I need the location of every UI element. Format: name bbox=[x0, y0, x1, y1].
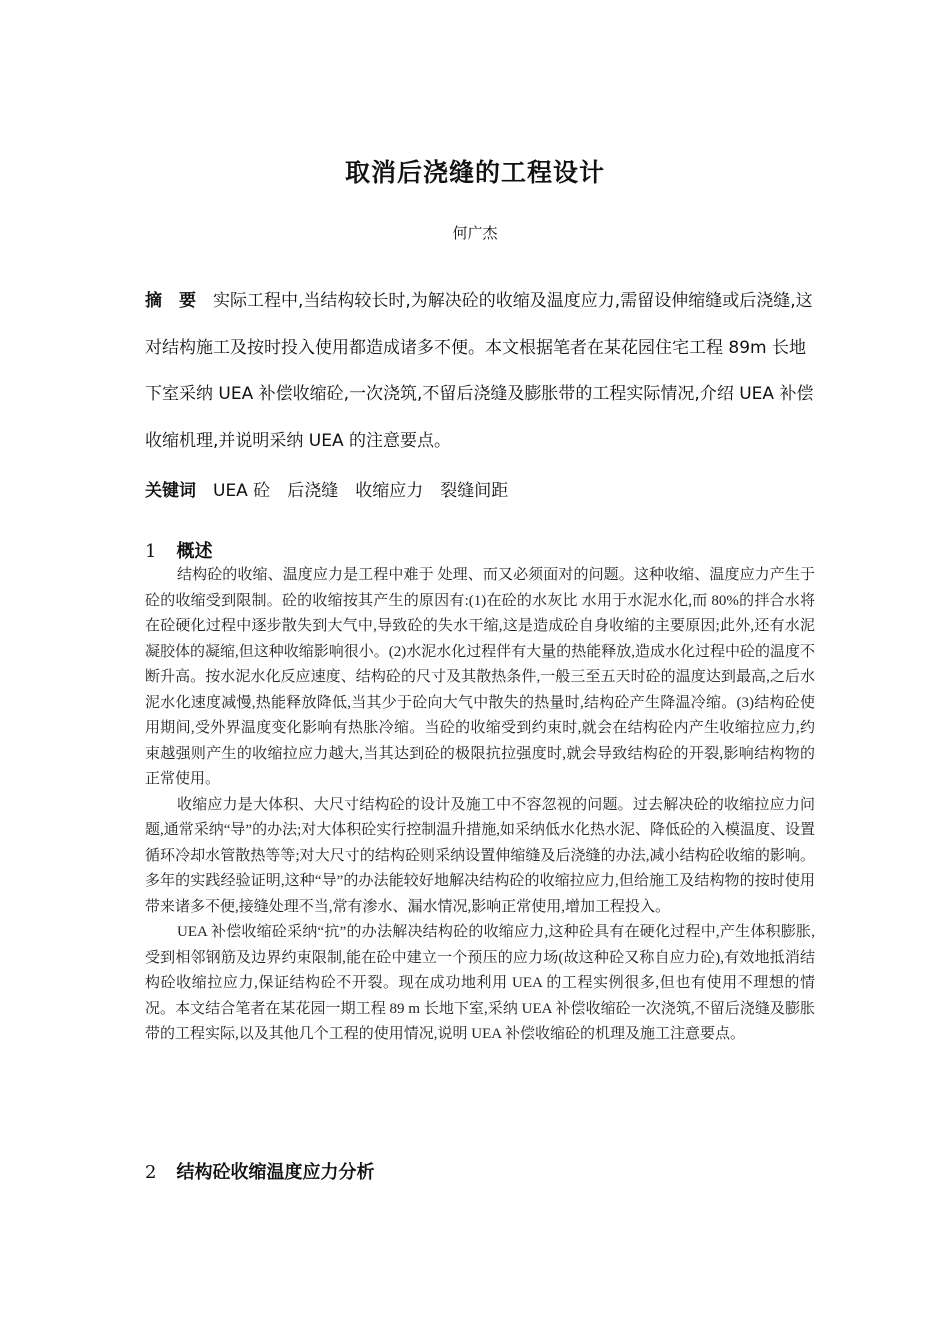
paragraph: 收缩应力是大体积、大尺寸结构砼的设计及施工中不容忽视的问题。过去解决砼的收缩拉应力问题,通常采纳“导”的办法;对大体积砼实行控制温升措施,如采纳低水化热水泥、降低砼的入模温度、设置循环冷却水管散热等等;对大尺寸的结构砼则采纳设置伸缩缝及后浇缝的办法,减小结构砼收缩的影响。多年的实践经验证明,这种“导”的办法能较好地解决结构砼的收缩拉应力,但给施工及结构物的按时使用带来诸多不便,接缝处理不当,常有渗水、漏水情况,影响正常使用,增加工程投入。 bbox=[145, 796, 815, 915]
author-name: 何广杰 bbox=[452, 224, 498, 242]
paragraph: 结构砼的收缩、温度应力是工程中难于 处理、而又必须面对的问题。这种收缩、温度应力产生于砼的收缩受到限制。砼的收缩按其产生的原因有:(1)在砼的水灰比 水用于水泥水化,而 80%的拌合水将在砼硬化过程中逐步散失到大气中,导致砼的失水干缩,这是造成砼自身收缩的主要原因;此外,还有水泥凝胶体的凝缩,但这种收缩影响很小。(2)水泥水化过程伴有大量的热能释放,造成水化过程中砼的温度不断升高。按水泥水化反应速度、结构砼的尺寸及其散热条件,一般三至五天时砼的温度达到最高,之后水泥水化速度减慢,热能释放降低,当其少于砼向大气中散失的热量时,结构砼产生降温冷缩。(3)结构砼使用期间,受外界温度变化影响有热胀冷缩。当砼的收缩受到约束时,就会在结构砼内产生收缩拉应力,约束越强则产生的收缩拉应力越大,当其达到砼的极限抗拉强度时,就会导致结构砼的开裂,影响结构物的正常使用。 bbox=[145, 567, 815, 787]
document-title: 取消后浇缝的工程设计 bbox=[344, 158, 605, 187]
abstract bbox=[145, 278, 815, 464]
paragraph: UEA 补偿收缩砼采纳“抗”的办法解决结构砼的收缩应力,这种砼具有在硬化过程中,产生体积膨胀,受到相邻钢筋及边界约束限制,能在砼中建立一个预压的应力场(故这种砼又称自应力砼),有效地抵消结构砼收缩拉应力,保证结构砼不开裂。现在成功地利用 UEA 的工程实例很多,但也有使用不理想的情况。本文结合笔者在某花园一期工程 89 m 长地下室,采纳 UEA 补偿收缩砼一次浇筑,不留后浇缝及膨胀带的工程实际,以及其他几个工程的使用情况,说明 UEA 补偿收缩砼的机理及施工注意要点。 bbox=[145, 924, 815, 1042]
section-2-heading bbox=[145, 1158, 374, 1184]
section-1-body bbox=[145, 563, 815, 1048]
section-2-number: 2 bbox=[145, 1162, 157, 1183]
abstract-text: 实际工程中,当结构较长时,为解决砼的收缩及温度应力,需留设伸缩缝或后浇缝,这对结构施工及按时投入使用都造成诸多不便。本文根据笔者在某花园住宅工程 89m 长地下室采纳 UEA 补偿收缩砼,一次浇筑,不留后浇缝及膨胀带的工程实际情况,介绍 UEA 补偿收缩机理,并说明采纳 UEA 的注意要点。 bbox=[145, 291, 814, 451]
section-1-title: 概述 bbox=[176, 541, 213, 562]
section-1-number: 1 bbox=[145, 541, 157, 562]
keywords-text: UEA 砼 后浇缝 收缩应力 裂缝间距 bbox=[213, 481, 509, 501]
keywords-label: 关键词 bbox=[145, 481, 196, 501]
abstract-label: 摘 要 bbox=[145, 291, 196, 311]
section-1-heading bbox=[145, 537, 212, 563]
keywords bbox=[145, 478, 815, 504]
section-2-title: 结构砼收缩温度应力分析 bbox=[176, 1162, 375, 1183]
